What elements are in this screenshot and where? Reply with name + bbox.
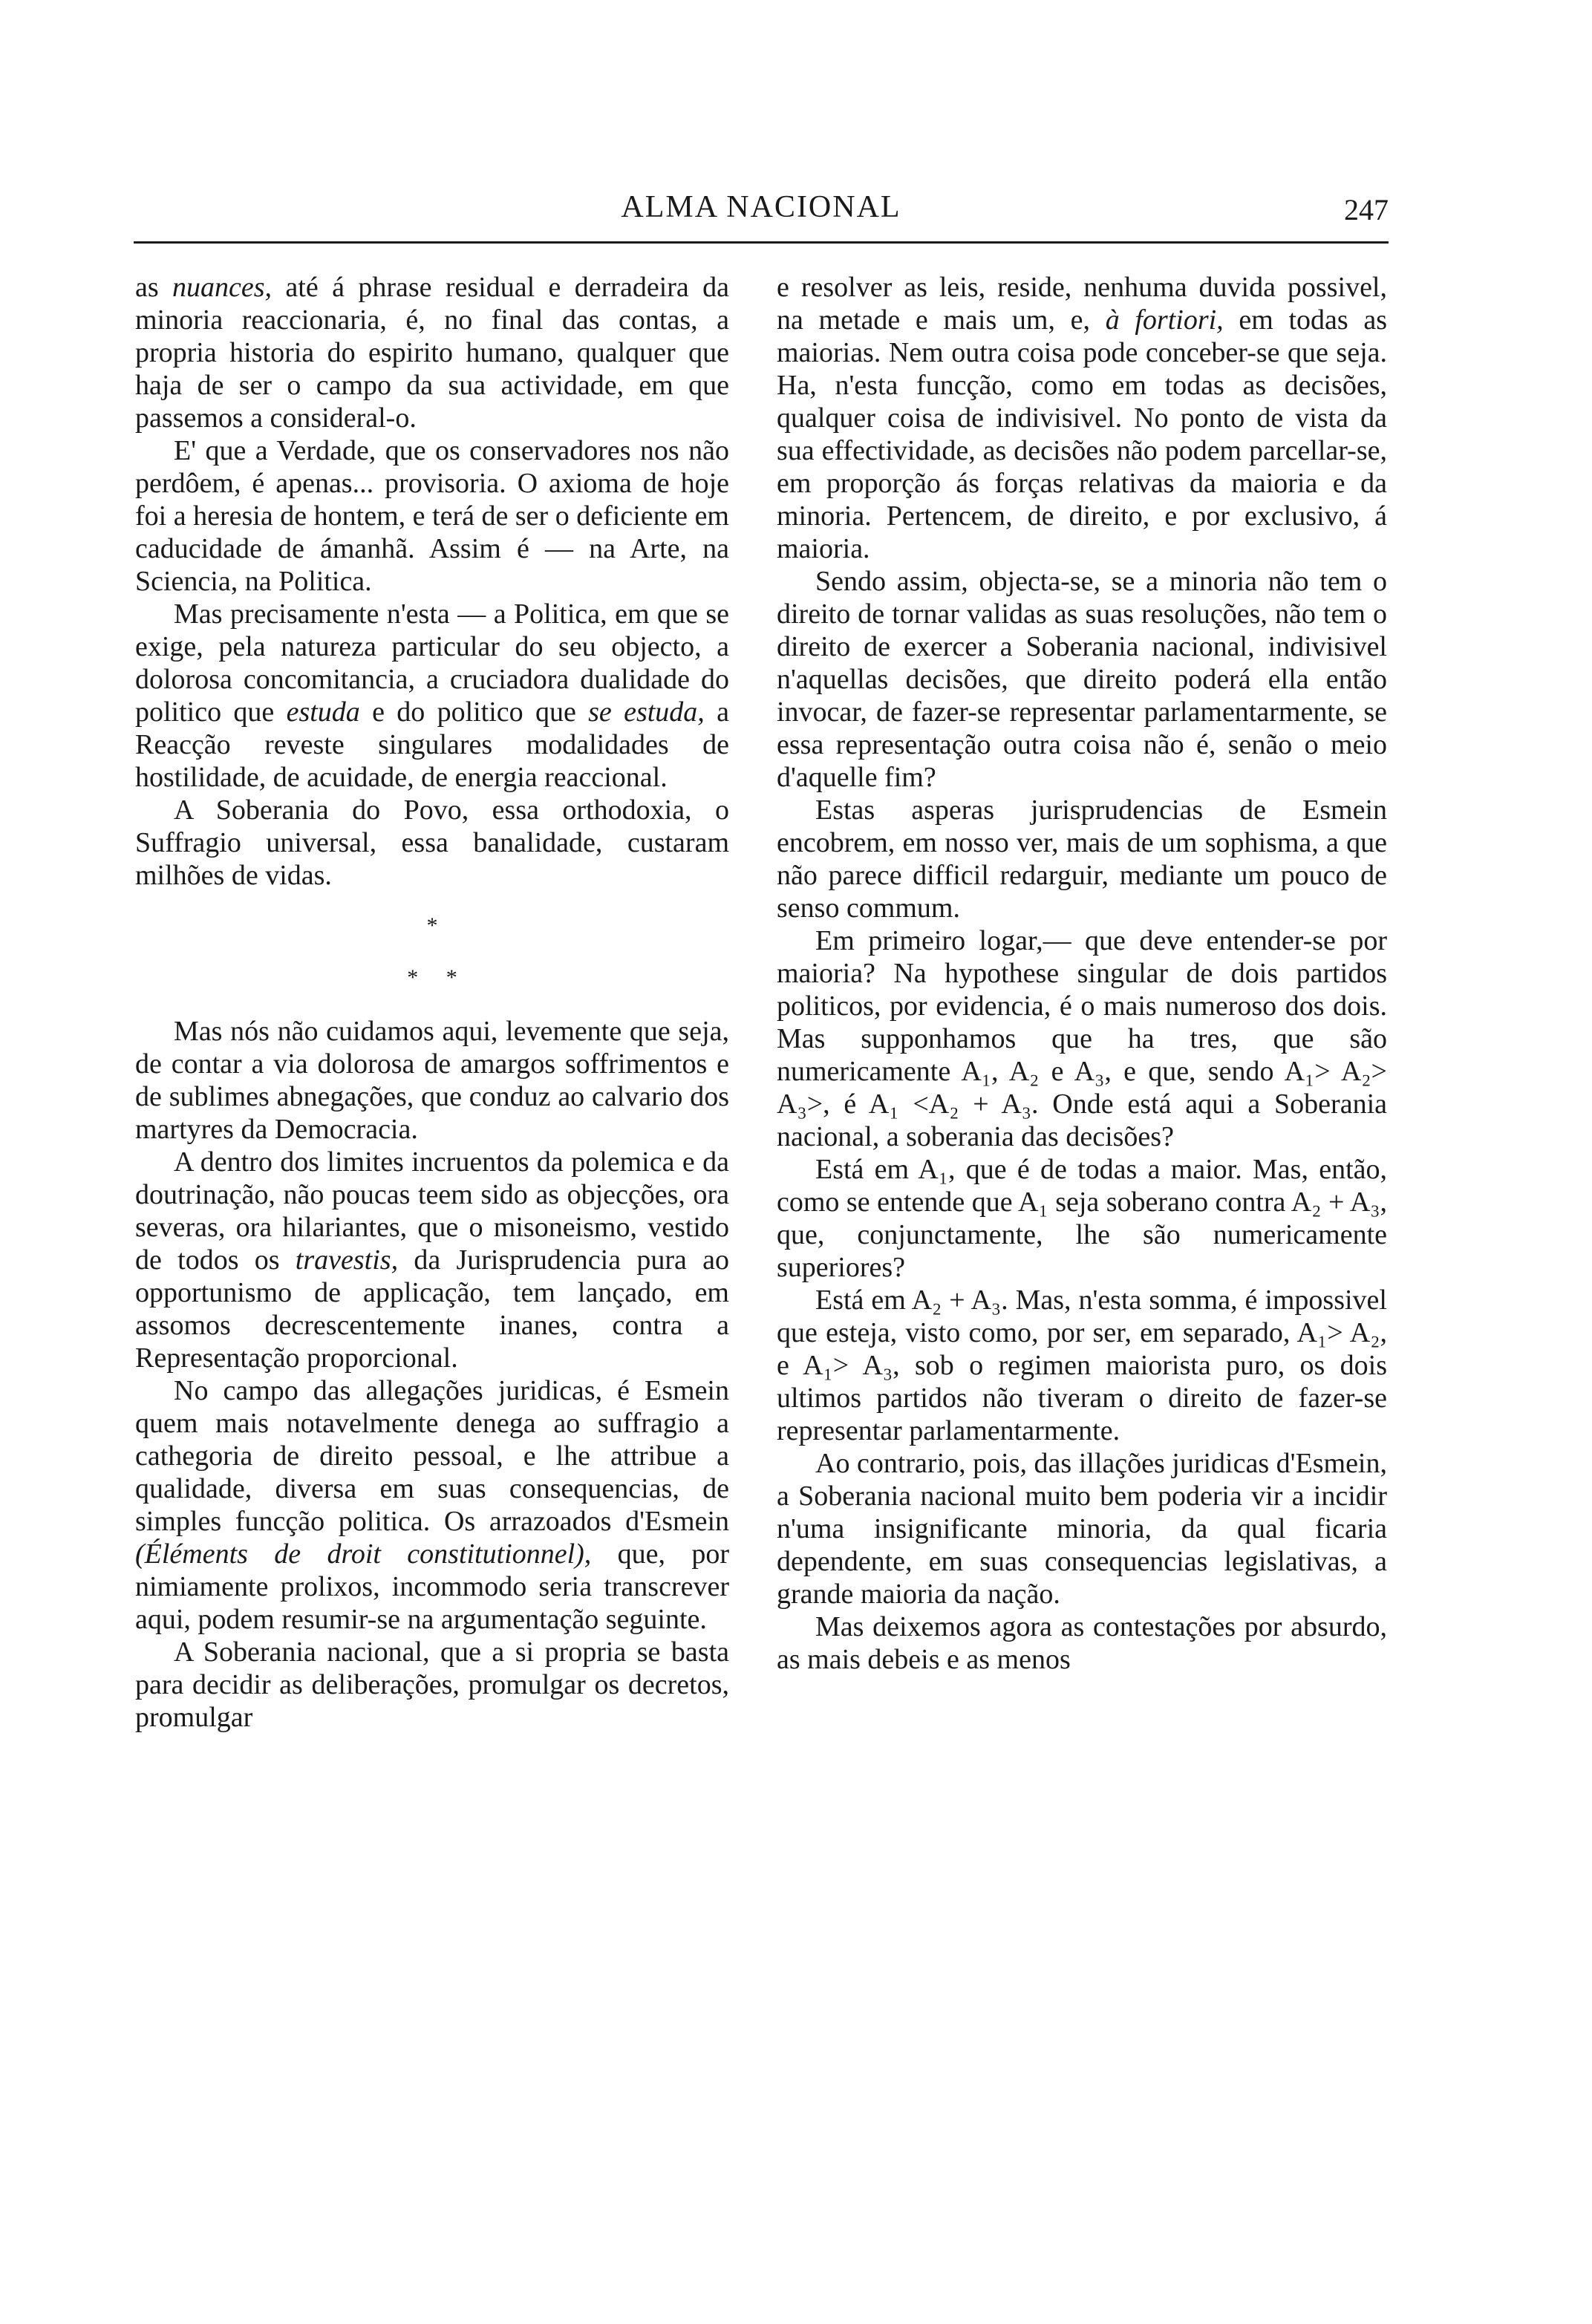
italic-text: nuances, — [172, 272, 273, 303]
paragraph: Está em A₁, que é de todas a maior. Mas, então, como se entende que A₁ seja soberano contra A₂ + A₃, que, conjunctamente, lhe são numericamente superiores? — [777, 1154, 1388, 1283]
paragraph: A Soberania nacional, que a si propria se basta para decidir as deliberações, promulgar os decretos, promulgar — [135, 1636, 729, 1733]
paragraph: Estas asperas jurisprudencias de Esmein encobrem, em nosso ver, mais de um sophisma, a que não parece difficil redarguir, mediante um pouco de senso commum. — [777, 794, 1387, 924]
asterisk-top: * — [426, 913, 438, 938]
text: A dentro dos limites incruentos da polemica e da doutrinação, não poucas teem sido as objecções, ora severas, ora hilariantes, que o misoneismo, vestido de todos os — [135, 1146, 729, 1276]
text: No campo das allegações juridicas, é Esmein quem mais notavelmente denega ao suffragio a cathegoria de direito pessoal, e lhe attribue a qualidade, diversa em suas consequencias, de simples funcção politica. Os arrazoados d'Esmein — [135, 1375, 729, 1537]
paragraph — [777, 271, 1387, 565]
text: até á phrase residual e derradeira da minoria reaccionaria, é, no final das contas, a propria historia do espirito humano, qualquer que haja de ser o campo da sua actividade, em que passemos a consideral-o. — [135, 272, 729, 434]
text: da Jurisprudencia pura ao opportunismo de applicação, tem lançado, em assomos decrescentemente inanes, contra a Representação proporcional. — [135, 1244, 729, 1374]
paragraph — [135, 1146, 729, 1374]
paragraph — [135, 1374, 729, 1636]
paragraph: Está em A₂ + A₃. Mas, n'esta somma, é impossivel que esteja, visto como, por ser, em separado, A₁> A₂, e A₁> A₃, sob o regimen maiorista puro, os dois ultimos partidos não tiveram o direito de fazer-se representar parlamentarmente. — [777, 1285, 1387, 1446]
paragraph: Mas deixemos agora as contestações por absurdo, as mais debeis e as menos — [777, 1611, 1387, 1675]
italic-text: (Éléments de droit constitutionnel), — [135, 1538, 592, 1570]
italic-text: à fortiori, — [1105, 304, 1224, 336]
paragraph: Ao contrario, pois, das illações juridicas d'Esmein, a Soberania nacional muito bem poderia vir a incidir n'uma insignificante minoria, da qual ficaria dependente, em suas consequencias legislativas, a grande maioria da nação. — [777, 1448, 1387, 1610]
italic-text: se estuda, — [588, 696, 705, 728]
paragraph: E' que a Verdade, que os conservadores nos não perdôem, é apenas... provisoria. O axioma de hoje foi a heresia de hontem, e terá de ser o deficiente em caducidade de ámanhã. Assim é — na Arte, na Sciencia, na Politica. — [135, 435, 729, 597]
text: e resolver as leis, reside, nenhuma duvida possivel, na metade e mais um, e, — [777, 272, 1387, 336]
header-rule — [134, 241, 1389, 244]
paragraph — [135, 271, 729, 434]
paragraph: Mas nós não cuidamos aqui, levemente que seja, de contar a via dolorosa de amargos soffrimentos e de sublimes abnegações, que conduz ao calvario dos martyres da Democracia. — [135, 1016, 729, 1145]
italic-text: estuda — [286, 696, 360, 728]
text: Mas precisamente n'esta — a Politica, em que se exige, pela natureza particular do seu objecto, a dolorosa concomitancia, a cruciadora dualidade do politico que — [135, 598, 729, 728]
text: em todas as maiorias. Nem outra coisa pode conceber-se que seja. Ha, n'esta funcção, como em todas as decisões, qualquer coisa de indivisivel. No ponto de vista da sua effectividade, as decisões não podem parcellar-se, em proporção ás forças relativas da maioria e da minoria. Pertencem, de direito, e por exclusivo, á maioria. — [777, 304, 1388, 564]
page-number: 247 — [1344, 193, 1389, 226]
section-separator — [135, 911, 729, 993]
asterisk-bottom: * * — [407, 965, 457, 990]
text: as — [135, 272, 173, 303]
text: que, por nimiamente prolixos, incommodo seria transcrever aqui, podem resumir-se na argumentação seguinte. — [135, 1538, 729, 1635]
right-column — [777, 271, 1387, 1676]
text: e do politico que — [359, 696, 589, 728]
italic-text: travestis, — [295, 1244, 399, 1276]
text: a Reacção reveste singulares modalidades de hostilidade, de acuidade, de energia reaccional. — [135, 696, 729, 793]
paragraph: Sendo assim, objecta-se, se a minoria não tem o direito de tornar validas as suas resoluções, não tem o direito de exercer a Soberania nacional, indivisivel n'aquellas decisões, que direito poderá ella então invocar, de fazer-se representar parlamentarmente, se essa representação outra coisa não é, senão o meio d'aquelle fim? — [777, 566, 1387, 793]
journal-title: ALMA NACIONAL — [621, 190, 901, 224]
paragraph: Em primeiro logar,— que deve entender-se por maioria? Na hypothese singular de dois partidos politicos, por evidencia, é o mais numeroso dos dois. Mas supponhamos que ha tres, que são numericamente A₁, A₂ e A₃, e que, sendo A₁> A₂> A₃>, é A₁ <A₂ + A₃. Onde está aqui a Soberania nacional, a soberania das decisões? — [777, 925, 1387, 1152]
running-head — [134, 189, 1389, 234]
left-column — [135, 271, 729, 1734]
paragraph: A Soberania do Povo, essa orthodoxia, o Suffragio universal, essa banalidade, custaram milhões de vidas. — [135, 794, 729, 891]
paragraph — [135, 598, 729, 794]
